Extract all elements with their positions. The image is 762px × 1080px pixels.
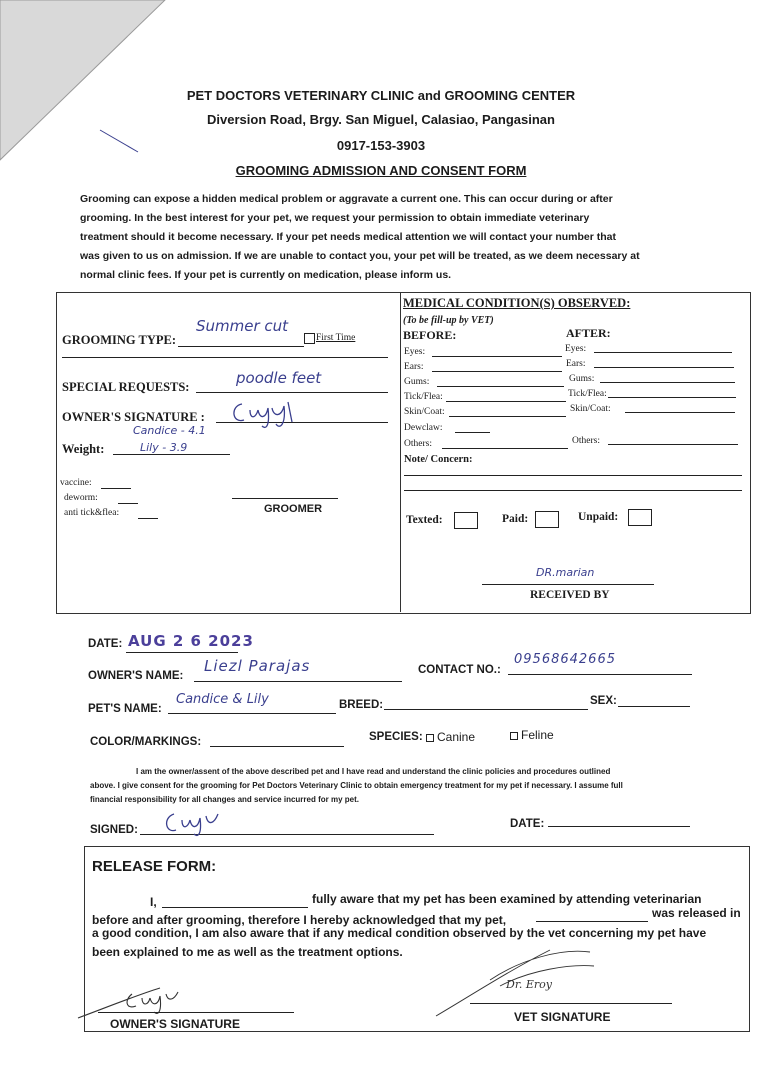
intro-line: normal clinic fees. If your pet is currently on medication, please inform us. bbox=[80, 269, 452, 281]
owner-signature-scribble bbox=[226, 396, 306, 430]
release-line1: fully aware that my pet has been examined by attending veterinarian bbox=[312, 892, 702, 906]
before-gums-label: Gums: bbox=[404, 377, 430, 387]
date-label: DATE: bbox=[88, 638, 123, 650]
vaccine-label: vaccine: bbox=[60, 478, 92, 488]
unpaid-label: Unpaid: bbox=[578, 511, 619, 523]
intro-line: treatment should it become necessary. If your pet needs medical attention we will contact your number that bbox=[80, 231, 617, 243]
consent-line: above. I give consent for the grooming for Pet Doctors Veterinary Clinic to obtain emergency treatment for my pet if necessary. I assume full bbox=[90, 781, 623, 790]
before-skincoat-line bbox=[449, 416, 566, 417]
grooming-type-label: GROOMING TYPE: bbox=[62, 333, 177, 347]
before-eyes-label: Eyes: bbox=[404, 347, 426, 357]
first-time-checkbox[interactable] bbox=[304, 333, 315, 344]
after-tickflea-label: Tick/Flea: bbox=[568, 389, 607, 399]
release-line4: been explained to me as well as the treatment options. bbox=[92, 945, 403, 959]
pet-name-label: PET'S NAME: bbox=[88, 703, 162, 715]
received-by-label: RECEIVED BY bbox=[530, 589, 610, 601]
breed-label: BREED: bbox=[339, 699, 384, 711]
received-signature: DR.marian bbox=[536, 566, 595, 579]
pet-name-line bbox=[168, 713, 336, 714]
release-title: RELEASE FORM: bbox=[92, 858, 217, 875]
groomer-label: GROOMER bbox=[264, 503, 323, 515]
vet-signature-text: Dr. Eroy bbox=[506, 978, 552, 991]
before-label: BEFORE: bbox=[403, 328, 457, 342]
signed-scribble bbox=[160, 808, 230, 838]
special-requests-line bbox=[196, 392, 388, 393]
date-stamp[interactable]: AUG 2 6 2023 bbox=[128, 632, 254, 650]
feline-checkbox[interactable] bbox=[510, 732, 518, 740]
clinic-phone: 0917-153-3903 bbox=[336, 138, 426, 153]
note-line-2 bbox=[404, 490, 742, 491]
special-requests-label: SPECIAL REQUESTS: bbox=[62, 380, 190, 394]
after-ears-line bbox=[594, 367, 734, 368]
canine-checkbox[interactable] bbox=[426, 734, 434, 742]
before-skincoat-label: Skin/Coat: bbox=[404, 407, 445, 417]
after-skincoat-line bbox=[625, 412, 735, 413]
sex-label: SEX: bbox=[590, 695, 617, 707]
contact-line bbox=[508, 674, 692, 675]
sex-line bbox=[618, 706, 690, 707]
first-time-label: First Time bbox=[316, 333, 356, 343]
medical-subtitle: (To be fill-up by VET) bbox=[403, 315, 494, 326]
form-title: GROOMING ADMISSION AND CONSENT FORM bbox=[235, 163, 527, 178]
antitick-line bbox=[138, 518, 158, 519]
deworm-line bbox=[118, 503, 138, 504]
clinic-name: PET DOCTORS VETERINARY CLINIC and GROOMING CENTER bbox=[186, 88, 576, 103]
after-others-label: Others: bbox=[572, 436, 600, 446]
before-others-line bbox=[442, 448, 568, 449]
after-skincoat-label: Skin/Coat: bbox=[570, 404, 611, 414]
texted-label: Texted: bbox=[406, 514, 443, 526]
paid-checkbox[interactable] bbox=[535, 511, 559, 528]
consent-date-line bbox=[548, 826, 690, 827]
intro-line: Grooming can expose a hidden medical problem or aggravate a current one. This can occur during or after bbox=[80, 193, 613, 205]
dewclaw-line bbox=[455, 432, 490, 433]
breed-line bbox=[384, 709, 588, 710]
note-concern-label: Note/ Concern: bbox=[404, 454, 473, 465]
date-line bbox=[126, 652, 238, 653]
intro-line: grooming. In the best interest for your pet, we request your permission to obtain immediate veterinary bbox=[80, 212, 590, 224]
after-gums-line bbox=[600, 382, 735, 383]
owner-name-label: OWNER'S NAME: bbox=[88, 670, 184, 682]
after-ears-label: Ears: bbox=[566, 359, 586, 369]
before-tickflea-line bbox=[446, 401, 566, 402]
species-label: SPECIES: bbox=[369, 731, 423, 743]
received-by-line bbox=[482, 584, 654, 585]
weight-label: Weight: bbox=[62, 442, 105, 456]
pet-name-value[interactable]: Candice & Lily bbox=[176, 692, 269, 707]
before-gums-line bbox=[437, 386, 564, 387]
after-label: AFTER: bbox=[566, 326, 611, 340]
release-line3: a good condition, I am also aware that if any medical condition observed by the vet concerning my pet have bbox=[92, 926, 707, 940]
release-line2-end: was released in bbox=[652, 906, 741, 920]
before-others-label: Others: bbox=[404, 439, 432, 449]
color-markings-line bbox=[210, 746, 344, 747]
feline-label: Feline bbox=[521, 728, 554, 742]
owner-release-signature-label: OWNER'S SIGNATURE bbox=[110, 1017, 240, 1031]
owner-name-line bbox=[194, 681, 402, 682]
note-line-1 bbox=[404, 475, 742, 476]
weight-line bbox=[113, 454, 230, 455]
medical-title: MEDICAL CONDITION(S) OBSERVED: bbox=[403, 296, 631, 310]
vet-signature-label: VET SIGNATURE bbox=[514, 1010, 611, 1024]
owner-name-value[interactable]: Liezl Parajas bbox=[204, 657, 311, 675]
deworm-label: deworm: bbox=[64, 493, 98, 503]
owner-signature-label: OWNER'S SIGNATURE : bbox=[62, 410, 205, 424]
contact-value[interactable]: 09568642665 bbox=[514, 652, 616, 667]
paid-label: Paid: bbox=[502, 513, 529, 525]
weight-lily[interactable]: Lily - 3.9 bbox=[140, 441, 188, 454]
texted-checkbox[interactable] bbox=[454, 512, 478, 529]
before-ears-label: Ears: bbox=[404, 362, 424, 372]
release-owner-line bbox=[162, 907, 308, 908]
after-tickflea-line bbox=[608, 397, 736, 398]
vaccine-line bbox=[101, 488, 131, 489]
release-pet-line bbox=[536, 921, 648, 922]
special-requests-value[interactable]: poodle feet bbox=[236, 369, 322, 387]
after-gums-label: Gums: bbox=[569, 374, 595, 384]
separator-line bbox=[62, 357, 388, 358]
consent-line: financial responsibility for all changes and service incurred for my pet. bbox=[90, 795, 359, 804]
grooming-type-value[interactable]: Summer cut bbox=[196, 317, 289, 335]
release-line2-start: before and after grooming, therefore I hereby acknowledged that my pet, bbox=[92, 913, 507, 927]
before-eyes-line bbox=[432, 356, 562, 357]
consent-date-label: DATE: bbox=[510, 818, 545, 830]
grooming-type-line bbox=[178, 346, 304, 347]
after-others-line bbox=[608, 444, 738, 445]
owner-release-signature-line bbox=[98, 1012, 294, 1013]
release-i: I, bbox=[150, 895, 157, 909]
before-tickflea-label: Tick/Flea: bbox=[404, 392, 443, 402]
unpaid-checkbox[interactable] bbox=[628, 509, 652, 526]
after-eyes-line bbox=[594, 352, 732, 353]
after-eyes-label: Eyes: bbox=[565, 344, 587, 354]
color-markings-label: COLOR/MARKINGS: bbox=[90, 736, 202, 748]
signed-label: SIGNED: bbox=[90, 824, 138, 836]
antitick-label: anti tick&flea: bbox=[64, 508, 120, 518]
groomer-line bbox=[232, 498, 338, 499]
intro-paragraph bbox=[80, 190, 690, 285]
intro-line: was given to us on admission. If we are unable to contact you, your pet will be treated, as we deem necessary at bbox=[80, 250, 640, 262]
contact-label: CONTACT NO.: bbox=[418, 664, 501, 676]
canine-label: Canine bbox=[437, 730, 476, 744]
panel-divider bbox=[400, 292, 401, 612]
vet-signature-line bbox=[470, 1003, 672, 1004]
before-ears-line bbox=[432, 371, 562, 372]
consent-line: I am the owner/assent of the above described pet and I have read and understand the clinic policies and procedures outlined bbox=[136, 767, 611, 776]
weight-candice[interactable]: Candice - 4.1 bbox=[133, 424, 206, 437]
dewclaw-label: Dewclaw: bbox=[404, 423, 443, 433]
clinic-address: Diversion Road, Brgy. San Miguel, Calasiao, Pangasinan bbox=[207, 112, 555, 127]
